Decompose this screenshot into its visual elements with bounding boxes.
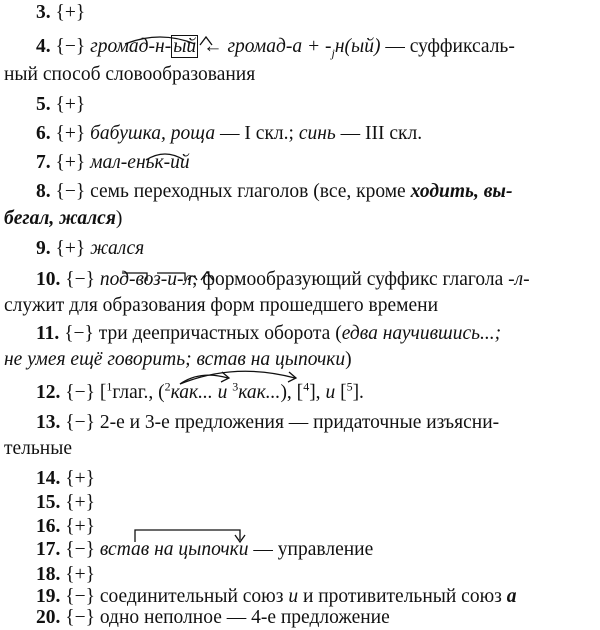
item-number: 17. [36, 539, 61, 560]
answer-text: — управление [253, 539, 374, 560]
example-words: едва научившись...; [341, 323, 502, 344]
answer-5 [36, 93, 85, 117]
answer-10-continuation [4, 294, 438, 318]
answer-mark: {−} [60, 607, 100, 628]
scheme-text: ], [309, 382, 321, 403]
item-number: 12. [36, 382, 61, 403]
scheme-bracket: [ [99, 382, 107, 403]
answer-12 [36, 381, 364, 405]
item-number: 5. [36, 94, 51, 115]
item-number: 13. [36, 412, 61, 433]
item-number: 3. [36, 2, 51, 23]
answer-4: 4. {−} громад-н- ый ← громад-а + $-_јн(ый)$ — суффиксаль- [36, 36, 515, 60]
answer-mark: {+} [65, 492, 95, 513]
clause-index: 5 [346, 379, 353, 394]
example-words: синь [298, 123, 336, 144]
answer-text: и противительный союз [302, 586, 502, 607]
answer-mark: {−} [55, 36, 86, 57]
answer-15 [36, 491, 95, 515]
item-number: 20. [36, 607, 61, 628]
example-words: бабушка, роща [90, 123, 216, 144]
answer-14 [36, 467, 95, 491]
conjunction: и [288, 586, 299, 607]
answer-text: ) [345, 349, 352, 370]
answer-6 [36, 122, 422, 146]
answer-text: — I скл.; [220, 123, 294, 144]
suffix-morpheme: -л- [508, 269, 530, 290]
answer-text: ) [115, 208, 123, 229]
scheme-conjunction: и [325, 382, 336, 403]
answer-mark: {−} [65, 539, 95, 560]
item-number: 14. [36, 468, 61, 489]
answer-text: служит для образования форм прошедшего времени [4, 295, 439, 316]
scheme-text: глаг., ( [112, 382, 165, 403]
answer-text: — III скл. [340, 123, 423, 144]
answer-text: ; формообразующий суффикс глагола [192, 269, 504, 290]
scheme-text: ), [ [280, 382, 304, 403]
item-number: 15. [36, 492, 61, 513]
answer-17 [36, 538, 373, 562]
example-words: жался [90, 238, 145, 259]
answer-10: 10. {−} под-воз-и-л; формообразующий суффикс глагола -л- [36, 269, 530, 290]
example-words: не умея ещё говорить; встав на цыпочки [4, 349, 346, 370]
answer-mark: {+} [55, 94, 86, 115]
answer-8-continuation [4, 207, 122, 231]
answer-mark: {−} [65, 412, 95, 433]
answer-mark: {+} [65, 468, 95, 489]
example-words: бегал, жался [4, 208, 116, 229]
answer-mark: {+} [65, 516, 95, 537]
scheme-bracket: ]. [352, 382, 364, 403]
answer-13 [36, 411, 499, 435]
prefix-morpheme: под [99, 269, 129, 290]
answer-mark: {+} [55, 123, 86, 144]
answer-13-continuation [4, 437, 72, 461]
item-number: 18. [36, 564, 61, 585]
answer-9 [36, 237, 144, 261]
clause-index: 2 [164, 379, 171, 394]
answer-text: семь переходных глаголов (все, кроме [90, 181, 406, 202]
suffix-morpheme: л [183, 269, 193, 290]
scheme-conjunction: и [217, 382, 228, 403]
item-number: 19. [36, 586, 61, 607]
answer-mark: {−} [65, 586, 95, 607]
answer-mark: {−} [65, 382, 95, 403]
ending-morpheme: -ий [163, 152, 190, 173]
answer-7 [36, 151, 190, 175]
answer-mark: {+} [65, 564, 95, 585]
answer-text: ный способ словообразования [4, 64, 256, 85]
answer-text: три деепричастных оборота ( [98, 323, 342, 344]
answer-20 [36, 606, 390, 630]
scheme-conjunction: как... [238, 382, 281, 403]
answer-mark: {+} [55, 152, 86, 173]
answer-11-continuation [4, 348, 352, 372]
item-number: 11. [36, 323, 60, 344]
item-number: 9. [36, 238, 51, 259]
clause-index: 3 [232, 379, 239, 394]
item-number: 10. [36, 269, 61, 290]
item-number: 16. [36, 516, 61, 537]
suffix-morpheme: еньк [127, 152, 164, 173]
root-morpheme: мал- [90, 152, 128, 173]
item-number: 7. [36, 152, 51, 173]
ending-morpheme: ый [173, 36, 197, 57]
item-number: 8. [36, 181, 51, 202]
example-words: ходить, вы- [410, 181, 513, 202]
root-morpheme: и [167, 269, 178, 290]
derivation-suffix: н(ый) [334, 36, 381, 57]
answer-16 [36, 515, 95, 539]
answer-4-continuation [4, 63, 255, 87]
answer-mark: {+} [55, 2, 86, 23]
root-morpheme: громад [90, 36, 149, 57]
answer-text: одно неполное — 4-е предложение [99, 607, 390, 628]
answer-text: 2-е и 3-е предложения — придаточные изъясни- [99, 412, 500, 433]
answer-mark: {−} [64, 323, 94, 344]
answer-8 [36, 180, 512, 204]
answer-mark: {−} [55, 181, 86, 202]
clause-index: 4 [303, 379, 310, 394]
answer-text: соединительный союз [99, 586, 284, 607]
answer-mark: {+} [55, 238, 86, 259]
item-number: 4. [36, 36, 51, 57]
example-words: встав на цыпочки [99, 539, 249, 560]
answer-18 [36, 563, 95, 587]
answer-text: тельные [4, 438, 72, 459]
scheme-bracket: [ [340, 382, 347, 403]
answer-11 [36, 322, 501, 346]
conjunction: а [506, 586, 517, 607]
subscript-j: ј [331, 45, 335, 60]
suffix-morpheme: н [155, 36, 165, 57]
prefix-morpheme: воз [135, 269, 161, 290]
derivation-source: ← громад-а + - [203, 36, 332, 57]
answer-mark: {−} [65, 269, 95, 290]
answer-3 [36, 1, 85, 25]
clause-index: 1 [106, 379, 113, 394]
item-number: 6. [36, 123, 51, 144]
answer-text: — суффиксаль- [385, 36, 515, 57]
scheme-conjunction: как... [170, 382, 213, 403]
